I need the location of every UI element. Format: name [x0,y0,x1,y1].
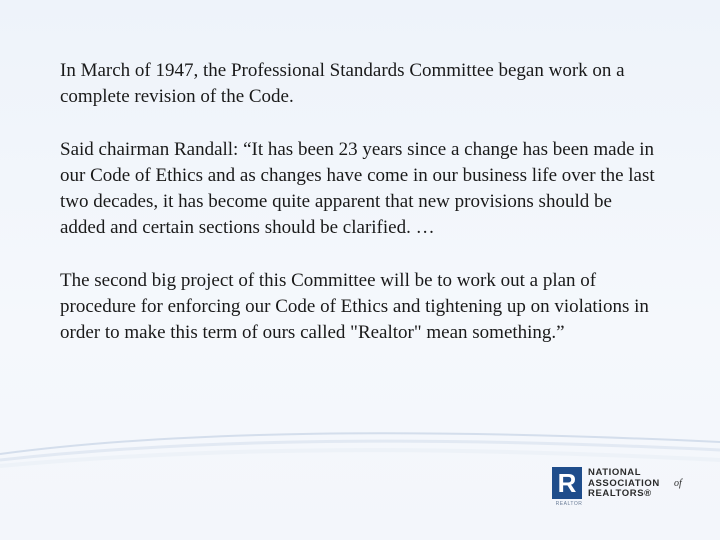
paragraph-2: Said chairman Randall: “It has been 23 years since a change has been made in our Code of Ethics and as changes have come in our business life over the last two decades, it has become quite apparent that new provisions should be added and certain sections should be clarified. … [60,139,655,238]
slide-body [60,58,660,373]
paragraph-3: The second big project of this Committee will be to work out a plan of procedure for enforcing our Code of Ethics and tightening up on violations in order to make this term of ours called "Realtor" mean something.” [60,270,649,343]
realtor-r-icon [552,467,582,499]
paragraph-1: In March of 1947, the Professional Standards Committee began work on a complete revision of the Code. [60,60,625,107]
logo-line-3: REALTORS® [588,488,652,499]
logo-mark: R [557,468,577,498]
logo-of: of [674,478,682,489]
logo-line-2: ASSOCIATION [588,477,660,489]
logo-wordmark [588,468,660,500]
logo-line-1: NATIONAL [588,467,642,478]
nar-logo [552,466,692,508]
logo-sub-label: REALTOR [555,501,583,507]
